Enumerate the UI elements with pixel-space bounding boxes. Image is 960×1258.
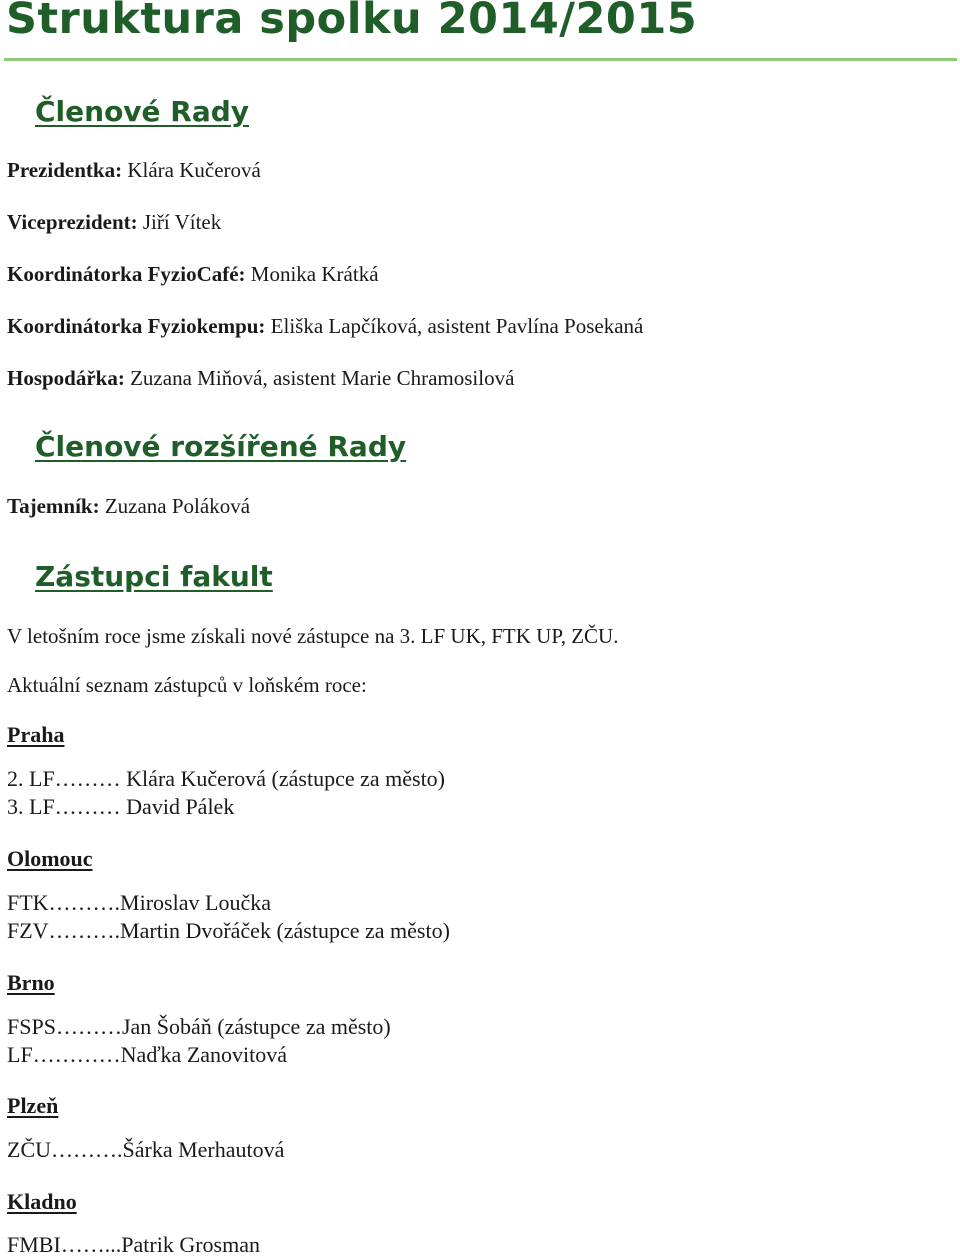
role-label: Koordinátorka FyzioCafé:	[7, 262, 246, 286]
faculty-entry: FZV……….Martin Dvořáček (zástupce za město)	[7, 918, 450, 943]
city-heading-olomouc: Olomouc	[7, 846, 93, 871]
city-heading-praha: Praha	[7, 722, 65, 747]
role-label: Viceprezident:	[7, 210, 138, 234]
role-value: Zuzana Miňová, asistent Marie Chramosilová	[124, 366, 515, 390]
faculty-entry: LF…………Naďka Zanovitová	[7, 1042, 288, 1067]
role-label: Prezidentka:	[7, 158, 123, 182]
faculty-entry: FTK……….Miroslav Loučka	[7, 890, 271, 915]
role-value: Eliška Lapčíková, asistent Pavlína Posekaná	[265, 314, 644, 338]
intro-text: V letošním roce jsme získali nové zástupce na 3. LF UK, FTK UP, ZČU.	[7, 624, 619, 648]
faculty-entry: FMBI……...Patrik Grosman	[7, 1232, 260, 1257]
city-heading-plzen: Plzeň	[7, 1093, 59, 1118]
role-value: Monika Krátká	[245, 262, 379, 286]
role-row-viceprezident	[7, 210, 221, 235]
faculty-entry: FSPS………Jan Šobáň (zástupce za město)	[7, 1014, 391, 1039]
role-label: Koordinátorka Fyziokempu:	[7, 314, 266, 338]
heading-rozsirena-rada: Členové rozšířené Rady	[35, 430, 407, 463]
role-label: Tajemník:	[7, 494, 100, 518]
heading-zastupci-fakult: Zástupci fakult	[35, 560, 273, 593]
role-row-fyziokemp	[7, 314, 643, 339]
title-divider	[4, 58, 957, 61]
role-row-hospodarka	[7, 366, 514, 391]
city-heading-brno: Brno	[7, 970, 55, 995]
intro-text: Aktuální seznam zástupců v loňském roce:	[7, 673, 367, 697]
role-label: Hospodářka:	[7, 366, 125, 390]
role-value: Klára Kučerová	[122, 158, 261, 182]
page-title: Struktura spolku 2014/2015	[6, 0, 698, 44]
faculty-entry: ZČU……….Šárka Merhautová	[7, 1137, 285, 1162]
role-row-prezidentka	[7, 158, 261, 183]
heading-clenove-rady: Členové Rady	[35, 95, 250, 128]
role-row-fyziocafe	[7, 262, 379, 287]
role-row-tajemnik	[7, 494, 250, 519]
city-heading-kladno: Kladno	[7, 1189, 77, 1214]
faculty-entry: 2. LF……… Klára Kučerová (zástupce za město)	[7, 766, 446, 791]
faculty-entry: 3. LF……… David Pálek	[7, 794, 235, 819]
role-value: Jiří Vítek	[137, 210, 222, 234]
role-value: Zuzana Poláková	[99, 494, 251, 518]
